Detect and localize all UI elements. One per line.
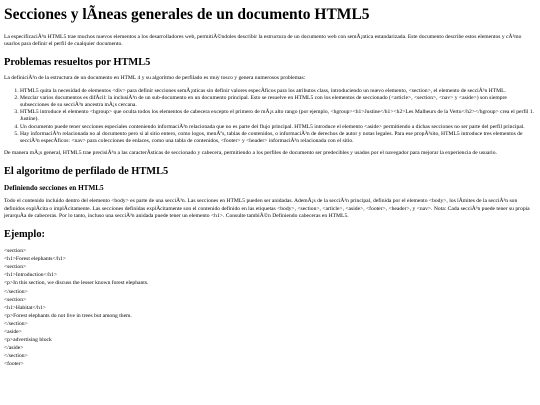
list-item: 1. HTML5 quita la necesidad de elementos <div> para definir secciones semÃ¡nticas sin definir valores especÃficos para los atributos class, introduciendo un nuevo elemento, <section>, el elemento de secciÃ³n HTML. <box>20 88 536 95</box>
problems-conclusion: De manera mÃ¡s general, HTML5 trae precisiÃ³n a las caracterÃsticas de seccionado y cabecera, permitiendo a los perfiles de documento ser predecibles y usados por el navegador para mejorar la experiencia de usuario. <box>4 150 497 157</box>
code-line: <footer> <box>4 361 24 368</box>
code-line: <p>advertising block <box>4 337 52 344</box>
intro-paragraph: La especificaciÃ³n HTML5 trae muchos nuevos elementos a los desarrolladores web, permitiÃ©ndoles describir la estructura de un documento web con semÃ¡ntica estandarizada. Este documento describe estos elementos y cÃ³mo usarlos para definir el perfil de cualquier documento. <box>4 34 522 48</box>
code-line: <section> <box>4 296 27 303</box>
code-line: </section> <box>4 353 28 360</box>
code-line: <p>Forest elephants do not live in trees but among them. <box>4 312 132 319</box>
section-heading-example: Ejemplo: <box>4 229 45 241</box>
list-item: 3. HTML5 introduce el elemento <hgroup> que oculta todos los elementos de cabecera excepto el primero de mÃ¡s alto rango (por ejemplo, <hgroup><h1>Justine</h1><h2>Les Malheurs de la Vertu</h2></hgroup> crea el perfil 1. Justine). <box>20 109 536 123</box>
code-line: <section> <box>4 264 27 271</box>
problems-intro: La definiciÃ³n de la estructura de un documento en HTML 4 y su algoritmo de perfilado es muy tosco y genera numerosos problemas: <box>4 75 306 82</box>
list-item: 2. Mezclar varios documentos es difÃcil: la inclusiÃ³n de un sub-documento en un documento principal. Esto se resuelve en HTML5 con los elementos de seccionado (<article>, <section>, <nav> y <aside>) son siempre subsecciones de su secciÃ³n ancestra mÃ¡s cercana. <box>20 95 536 109</box>
example-code <box>4 247 536 368</box>
code-line: <section> <box>4 248 27 255</box>
algorithm-body: Todo el contenido incluido dentro del elemento <body> es parte de una secciÃ³n. Las secciones en HTML5 pueden ser anidadas. AdemÃ¡s de la secciÃ³n principal, definida por el elemento <body>, los lÃmites de la secciÃ³n son definidos explÃcita o implÃcitamente. Las secciones definidas explÃcitamente son el contenido definido en las etiquetas <body>, <section>, <article>, <aside>, <footer>, <header>, y <nav>. Nota: Cada secciÃ³n puede tener su propia jerarquÃa de cabeceras. Por lo tanto, incluso una secciÃ³n anidada puede tener un elemento <h1>. Consulte tambiÃ©n Definiendo cabeceras en HTML5. <box>4 198 530 219</box>
code-line: <h1>Habitat</h1> <box>4 304 46 311</box>
code-line: <h1>Introduction</h1> <box>4 272 58 279</box>
problems-list <box>4 88 536 146</box>
list-item: 4. Un documento puede tener secciones especiales conteniendo informaciÃ³n relacionada que no es parte del flujo principal. HTML5 introduce el elemento <aside> permitiendo a dichas secciones no ser parte del perfil principal. <box>20 124 536 131</box>
list-item: 5. Hay informaciÃ³n relacionada no al documento pero si al sitio entero, como logos, menÃºs, tablas de contenidos, o informaciÃ³n de derechos de autor y notas legales. Para ese propÃ³sito, HTML5 introduce tres elementos de secciÃ³n especÃficos: <nav> para colecciones de enlaces, como una tabla de contenidos, <footer> y <header> informaciÃ³n relacionada con el sitio. <box>20 131 536 145</box>
page-title: Secciones y lÃneas generales de un documento HTML5 <box>4 6 370 23</box>
section-heading-problems: Problemas resueltos por HTML5 <box>4 57 151 69</box>
code-line: </aside> <box>4 345 24 352</box>
subheading-defining-sections: Definiendo secciones en HTML5 <box>4 184 104 193</box>
code-line: <aside> <box>4 328 22 335</box>
code-line: <p>In this section, we discuss the lesser known forest elephants. <box>4 280 149 287</box>
code-line: </section> <box>4 320 28 327</box>
section-heading-algorithm: El algoritmo de perfilado de HTML5 <box>4 166 169 178</box>
code-line: </section> <box>4 288 28 295</box>
code-line: <h1>Forest elephants</h1> <box>4 256 66 263</box>
